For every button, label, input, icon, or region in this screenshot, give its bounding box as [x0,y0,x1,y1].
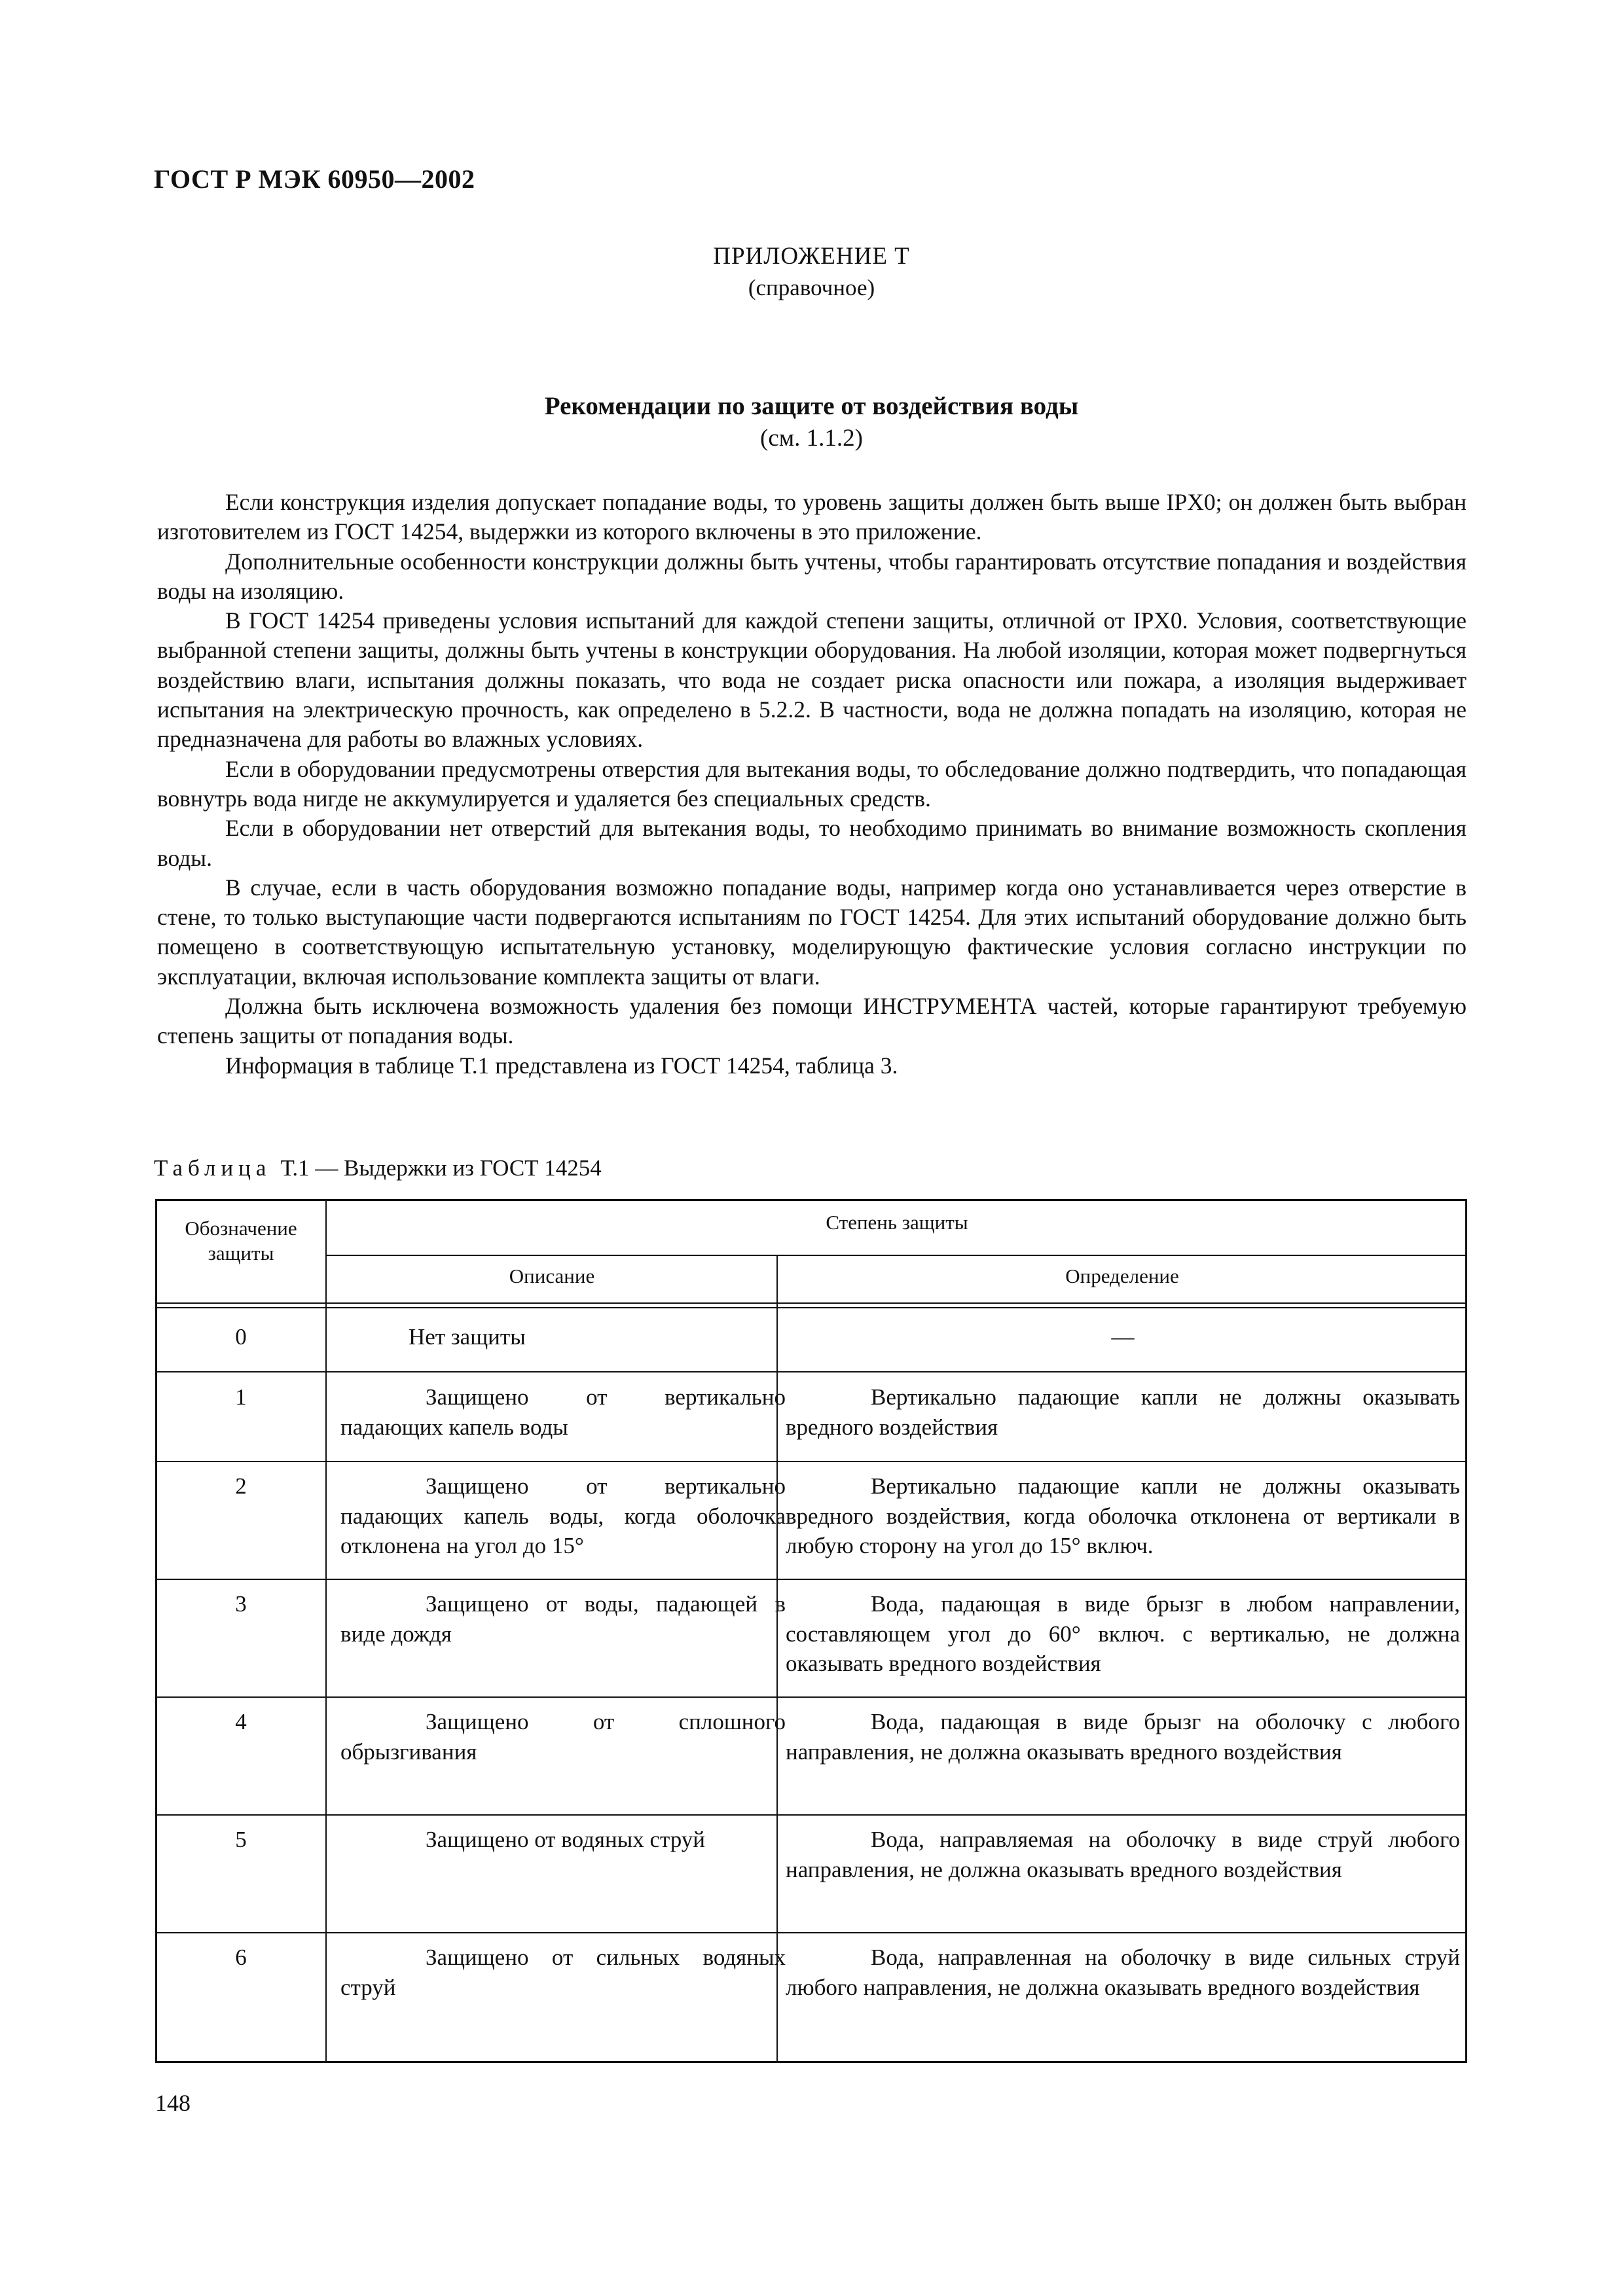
table-cell-description: Защищено от вертикально падающих капель воды, когда оболочка отклонена на угол до 15° [340,1473,786,1558]
paragraph: Должна быть исключена возможность удаления без помощи ИНСТРУМЕНТА частей, которые гарантируют требуемую степень защиты от попадания воды. [157,993,1467,1049]
section-reference: (см. 1.1.2) [760,425,863,452]
table-cell-num: 2 [235,1473,247,1499]
appendix-subtitle: (справочное) [748,275,875,300]
paragraph: В ГОСТ 14254 приведены условия испытаний для каждой степени защиты, отличной от IPX0. Условия, соответствующие выбранной степени защиты, должны быть учтены в конструкции оборудования. На любой изоляции, которая может подвергнуться воздействию влаги, испытания должны показать, что вода не создает риска опасности или пожара, а изоляция выдерживает испытания на электрическую прочность, как определено в 5.2.2. В частности, вода не должна попадать на изоляцию, которая не предназначена для работы во влажных условиях. [157,607,1467,753]
table-caption-text: Т.1 — Выдержки из ГОСТ 14254 [280,1155,602,1181]
table-cell-description: Защищено от сплошного обрызгивания [340,1709,786,1765]
table-cell-num: 4 [235,1709,247,1734]
header-definition: Определение [1065,1265,1179,1287]
paragraph: Если в оборудовании нет отверстий для вытекания воды, то необходимо принимать во внимание возможность скопления воды. [157,815,1467,871]
table-column-divider [325,1199,327,2063]
table-row-divider [155,1461,1467,1462]
body-text [157,488,1467,1081]
header-designation: Обозначение защиты [185,1217,297,1265]
table-cell-num: 0 [235,1324,247,1350]
document-header: ГОСТ Р МЭК 60950—2002 [154,164,475,194]
table-cell-description: Нет защиты [409,1324,526,1350]
table-cell-definition: — [1111,1324,1135,1350]
table-caption [154,1155,602,1181]
table-cell-description: Защищено от вертикально падающих капель воды [340,1384,786,1440]
table-cell-description: Защищено от воды, падающей в виде дождя [340,1591,786,1647]
table-row-divider [155,1579,1467,1580]
appendix-title: ПРИЛОЖЕНИЕ Т [713,243,910,270]
table-cell-description: Защищено от водяных струй [426,1827,706,1852]
paragraph: Дополнительные особенности конструкции должны быть учтены, чтобы гарантировать отсутствие попадания и воздействия воды на изоляцию. [157,548,1467,604]
table-cell-num: 6 [235,1945,247,1970]
paragraph: Если конструкция изделия допускает попадание воды, то уровень защиты должен быть выше IPX0; он должен быть выбран изготовителем из ГОСТ 14254, выдержки из которого включены в это приложение. [157,489,1467,545]
table-column-divider [776,1255,778,2063]
table-row-divider [155,1371,1467,1372]
table-cell-definition: Вода, направляемая на оболочку в виде струй любого направления, не должна оказывать вредного воздействия [786,1827,1460,1882]
table-header-divider [155,1302,1467,1304]
header-degree: Степень защиты [826,1211,968,1234]
table-row-divider [155,1814,1467,1816]
table-cell-num: 5 [235,1827,247,1852]
paragraph: Информация в таблице Т.1 представлена из ГОСТ 14254, таблица 3. [225,1052,898,1079]
paragraph: Если в оборудовании предусмотрены отверстия для вытекания воды, то обследование должно подтвердить, что попадающая вовнутрь вода нигде не аккумулируется и удаляется без специальных средств. [157,755,1467,812]
table-cell-definition: Вертикально падающие капли не должны оказывать вредного воздействия, когда оболочка отклонена от вертикали в любую сторону на угол до 15° включ. [786,1473,1460,1558]
table-header-divider [325,1255,1467,1256]
header-description: Описание [509,1265,595,1287]
table-caption-label: Таблица [154,1155,272,1181]
table-cell-definition: Вода, падающая в виде брызг на оболочку с любого направления, не должна оказывать вредного воздействия [786,1709,1460,1765]
section-title: Рекомендации по защите от воздействия воды [544,392,1079,420]
table-header-divider [155,1307,1467,1308]
page-number: 148 [155,2090,191,2116]
table-row-divider [155,1696,1467,1698]
table-cell-definition: Вертикально падающие капли не должны оказывать вредного воздействия [786,1384,1460,1440]
table-cell-num: 3 [235,1591,247,1617]
table-cell-definition: Вода, падающая в виде брызг в любом направлении, составляющем угол до 60° включ. с вертикалью, не должна оказывать вредного воздействия [786,1591,1460,1676]
paragraph: В случае, если в часть оборудования возможно попадание воды, например когда оно устанавливается через отверстие в стене, то только выступающие части подвергаются испытаниям по ГОСТ 14254. Для этих испытаний оборудование должно быть помещено в соответствующую испытательную установку, моделирующую фактические условия согласно инструкции по эксплуатации, включая использование комплекта защиты от влаги. [157,874,1467,990]
table-cell-definition: Вода, направленная на оболочку в виде сильных струй любого направления, не должна оказывать вредного воздействия [786,1945,1460,2000]
table-cell-num: 1 [235,1384,247,1410]
table-row-divider [155,1932,1467,1933]
table-cell-description: Защищено от сильных водяных струй [340,1945,786,2000]
